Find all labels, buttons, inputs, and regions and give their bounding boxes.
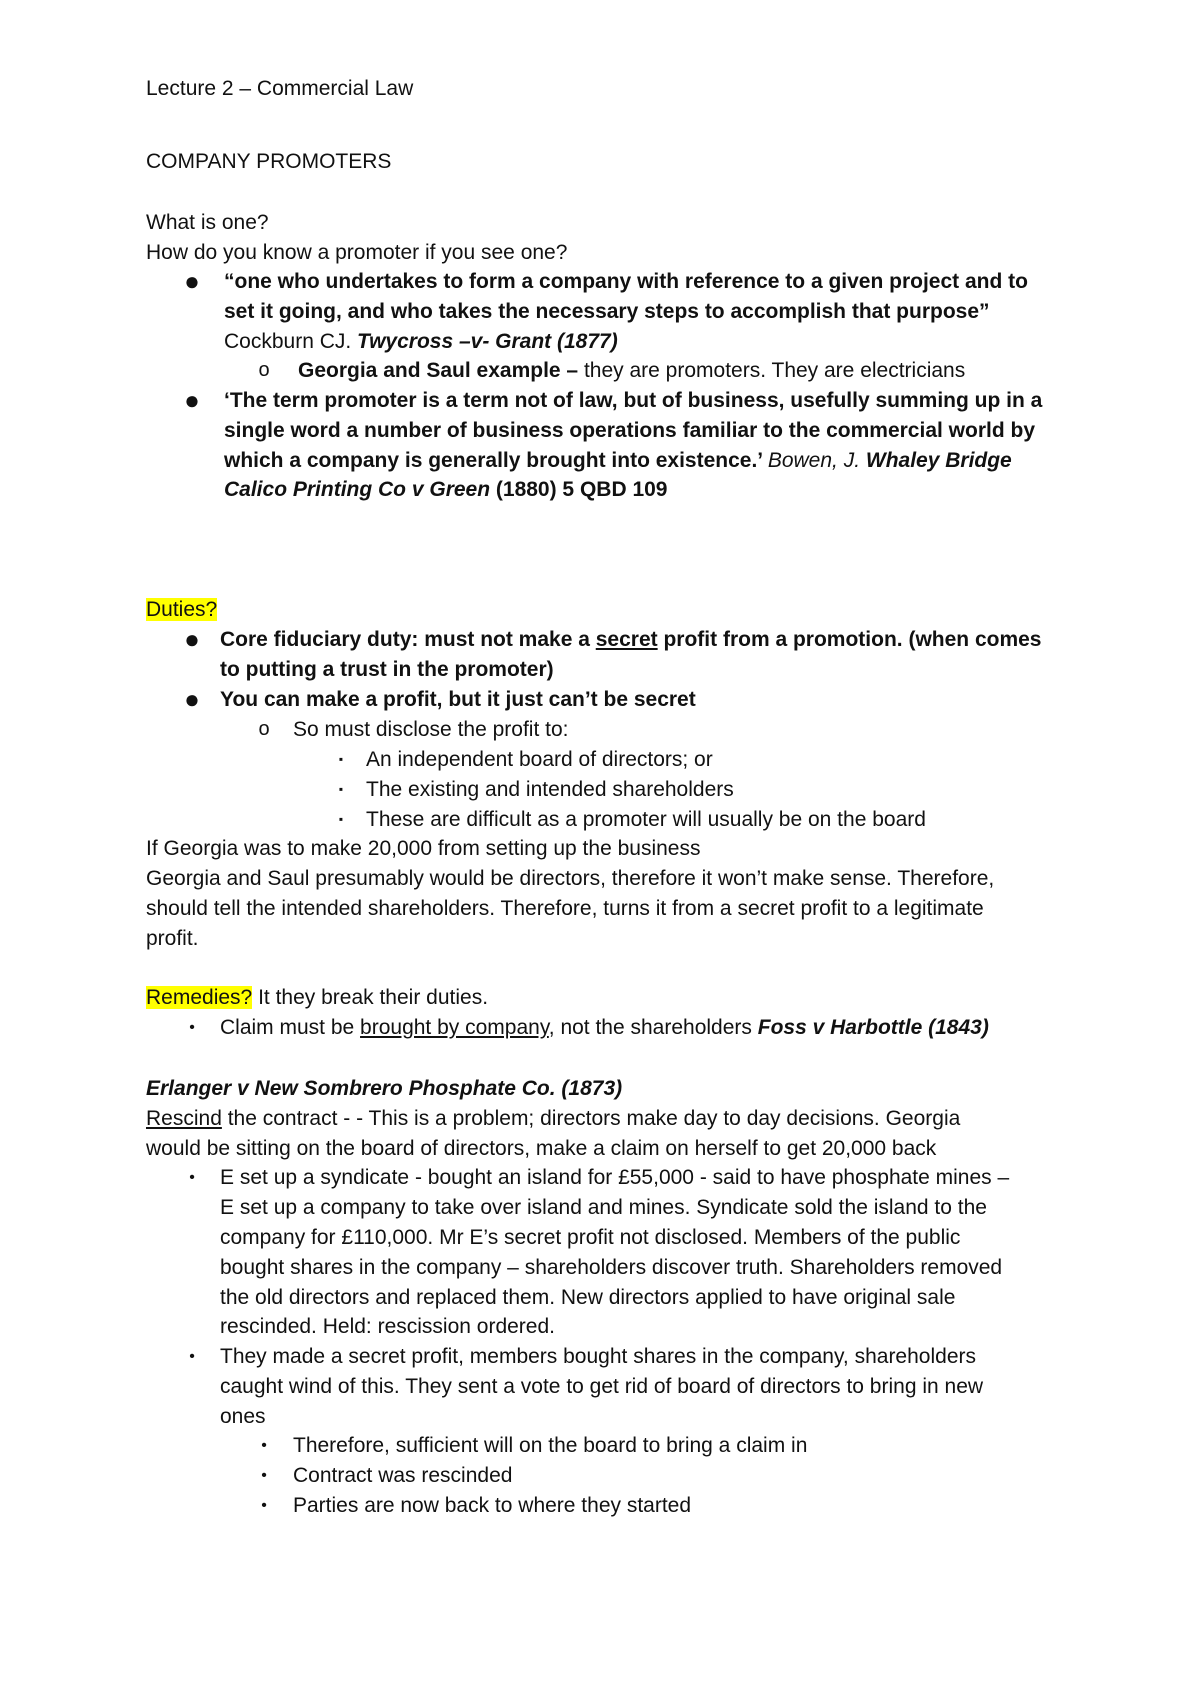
fact-line: E set up a syndicate - bought an island for £55,000 - said to have phosphate mines – <box>220 1166 1010 1189</box>
small-bullet-icon: • <box>189 1169 195 1186</box>
duty-text: Core fiduciary duty: must not make a <box>220 628 596 651</box>
small-bullet-icon: • <box>261 1467 267 1484</box>
citation-line <box>224 475 1200 504</box>
sub-bullet-text: they are promoters. They are electricians <box>583 359 966 382</box>
duty-line <box>220 625 1200 654</box>
bullet-icon: ● <box>184 684 200 714</box>
paragraph-text: the contract - - This is a problem; directors make day to day decisions. Georgia <box>221 1107 961 1130</box>
square-bullet-icon: ▪ <box>338 752 344 766</box>
remedy-text: , not the shareholders <box>548 1016 758 1039</box>
case-name: Foss v Harbottle (1843) <box>757 1016 989 1039</box>
fact-line: E set up a company to take over island and mines. Syndicate sold the island to the <box>220 1196 987 1219</box>
paragraph-line: should tell the intended shareholders. Therefore, turns it from a secret profit to a legitimate <box>146 897 984 920</box>
question-line: How do you know a promoter if you see one? <box>146 241 568 264</box>
duty-line: to putting a trust in the promoter) <box>220 658 554 681</box>
sub-bullet-line: Therefore, sufficient will on the board to bring a claim in <box>293 1434 808 1457</box>
small-bullet-icon: • <box>261 1497 267 1514</box>
section-heading-company-promoters: COMPANY PROMOTERS <box>146 150 392 173</box>
underlined-phrase: brought by company <box>360 1016 549 1039</box>
paragraph-line: If Georgia was to make 20,000 from setting up the business <box>146 837 701 860</box>
circle-bullet-icon: o <box>258 718 270 740</box>
underlined-word: secret <box>595 628 658 651</box>
bullet-icon: ● <box>184 385 200 415</box>
fact-line: bought shares in the company – shareholders discover truth. Shareholders removed <box>220 1256 1003 1279</box>
fact-line: company for £110,000. Mr E’s secret profit not disclosed. Members of the public <box>220 1226 961 1249</box>
sub-sub-bullet-line: The existing and intended shareholders <box>366 778 734 801</box>
case-name: Whaley Bridge <box>865 449 1012 472</box>
sub-sub-bullet-line: An independent board of directors; or <box>366 748 713 771</box>
small-bullet-icon: • <box>189 1348 195 1365</box>
heading-rest: It they break their duties. <box>252 986 489 1009</box>
section-heading-remedies <box>146 983 1200 1012</box>
quote-line <box>224 446 1200 475</box>
document-title: Lecture 2 – Commercial Law <box>146 77 414 100</box>
square-bullet-icon: ▪ <box>338 782 344 796</box>
sub-sub-bullet-line: These are difficult as a promoter will usually be on the board <box>366 808 926 831</box>
section-heading-duties <box>146 595 1200 624</box>
question-line: What is one? <box>146 211 269 234</box>
case-heading: Erlanger v New Sombrero Phosphate Co. (1873) <box>146 1077 623 1100</box>
square-bullet-icon: ▪ <box>338 812 344 826</box>
fact-line: ones <box>220 1405 266 1428</box>
quote-line: “one who undertakes to form a company with reference to a given project and to <box>224 270 1028 293</box>
case-name: Twycross –v- Grant (1877) <box>357 330 618 353</box>
duty-line: You can make a profit, but it just can’t be secret <box>220 688 696 711</box>
citation-judge: Bowen, J. <box>767 449 866 472</box>
sub-bullet-line: Contract was rescinded <box>293 1464 513 1487</box>
case-name: Calico Printing Co v Green <box>224 478 491 501</box>
sub-bullet-bold: Georgia and Saul example – <box>298 359 584 382</box>
case-reference: (1880) 5 QBD 109 <box>490 478 668 501</box>
fact-line: rescinded. Held: rescission ordered. <box>220 1315 555 1338</box>
circle-bullet-icon: o <box>258 359 270 381</box>
quote-text: which a company is generally brought into existence.’ <box>224 449 768 472</box>
small-bullet-icon: • <box>261 1437 267 1454</box>
fact-line: caught wind of this. They sent a vote to get rid of board of directors to bring in new <box>220 1375 984 1398</box>
fact-line: They made a secret profit, members bought shares in the company, shareholders <box>220 1345 976 1368</box>
highlighted-heading: Remedies? <box>146 986 253 1009</box>
bullet-icon: ● <box>184 624 200 654</box>
citation-judge: Cockburn CJ. <box>224 330 358 353</box>
quote-line: ‘The term promoter is a term not of law, but of business, usefully summing up in a <box>224 389 1043 412</box>
bullet-icon: ● <box>184 266 200 296</box>
paragraph-line: would be sitting on the board of directors, make a claim on herself to get 20,000 back <box>146 1137 937 1160</box>
quote-line: set it going, and who takes the necessary steps to accomplish that purpose” <box>224 300 990 323</box>
sub-bullet-line <box>298 356 1200 385</box>
paragraph-line: Georgia and Saul presumably would be directors, therefore it won’t make sense. Therefore, <box>146 867 995 890</box>
paragraph-line: profit. <box>146 927 199 950</box>
paragraph-line <box>146 1104 1200 1133</box>
fact-line: the old directors and replaced them. New directors applied to have original sale <box>220 1286 956 1309</box>
highlighted-heading: Duties? <box>146 598 218 621</box>
small-bullet-icon: • <box>189 1019 195 1036</box>
duty-text: profit from a promotion. (when comes <box>657 628 1042 651</box>
sub-bullet-line: So must disclose the profit to: <box>293 718 569 741</box>
remedy-line <box>220 1013 1200 1042</box>
sub-bullet-line: Parties are now back to where they started <box>293 1494 692 1517</box>
remedy-text: Claim must be <box>220 1016 361 1039</box>
underlined-word: Rescind <box>146 1107 222 1130</box>
citation-line <box>224 327 1200 356</box>
quote-line: single word a number of business operations familiar to the commercial world by <box>224 419 1036 442</box>
